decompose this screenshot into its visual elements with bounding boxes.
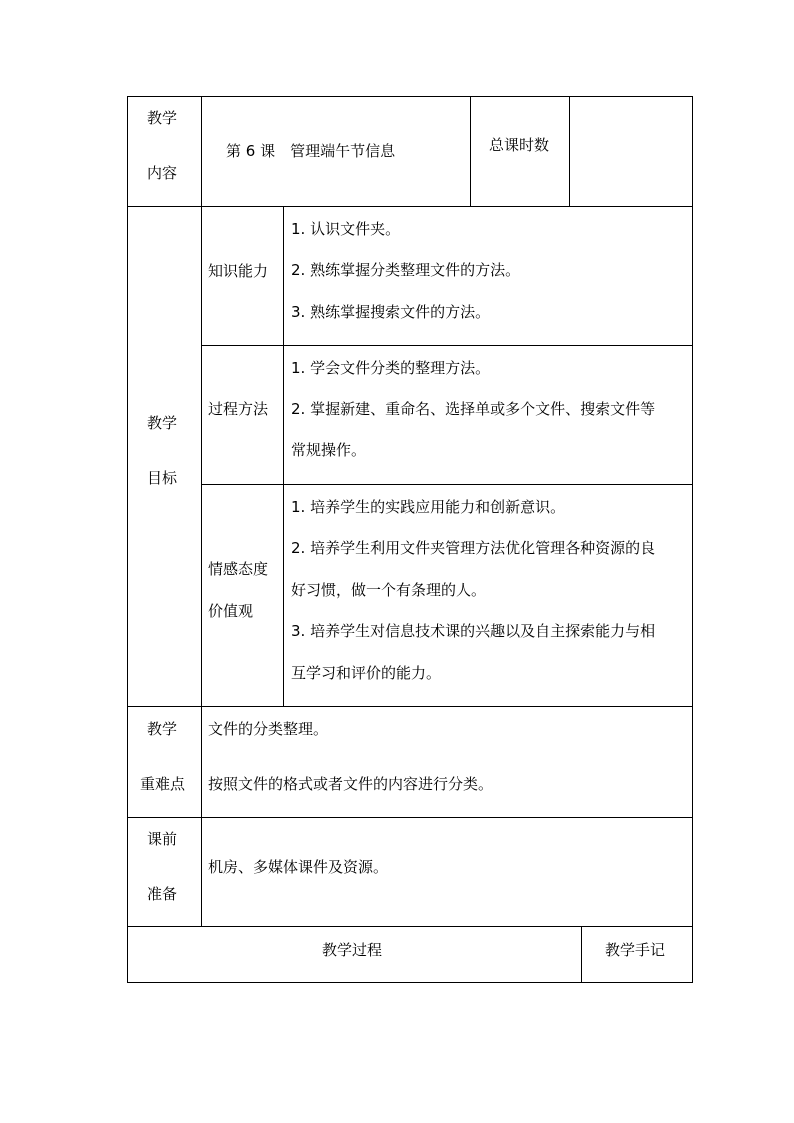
process-item: 1. 学会文件分类的整理方法。 bbox=[291, 359, 491, 377]
key-points-label-line1: 教学 bbox=[147, 720, 178, 738]
preparation-text: 机房、多媒体课件及资源。 bbox=[208, 858, 389, 876]
objectives-label-line1: 教学 bbox=[147, 414, 178, 432]
process-label: 过程方法 bbox=[208, 400, 269, 418]
total-hours-label: 总课时数 bbox=[489, 136, 550, 154]
table-border-left bbox=[127, 96, 128, 983]
knowledge-item: 1. 认识文件夹。 bbox=[291, 220, 401, 238]
key-point-item: 文件的分类整理。 bbox=[208, 720, 329, 738]
process-item: 2. 掌握新建、重命名、选择单或多个文件、搜索文件等 bbox=[291, 400, 656, 418]
row-divider bbox=[201, 484, 693, 485]
process-item-continued: 常规操作。 bbox=[291, 441, 367, 459]
knowledge-item: 2. 熟练掌握分类整理文件的方法。 bbox=[291, 261, 521, 279]
column-divider bbox=[470, 96, 471, 207]
preparation-label-line2: 准备 bbox=[147, 885, 178, 903]
column-divider bbox=[283, 206, 284, 707]
attitude-label-line1: 情感态度 bbox=[208, 560, 269, 578]
attitude-item: 2. 培养学生利用文件夹管理方法优化管理各种资源的良 bbox=[291, 539, 656, 557]
content-label-line1: 教学 bbox=[147, 109, 178, 127]
row-divider bbox=[127, 706, 693, 707]
content-label-line2: 内容 bbox=[147, 164, 178, 182]
attitude-label-line2: 价值观 bbox=[208, 602, 254, 620]
attitude-item-continued: 好习惯，做一个有条理的人。 bbox=[291, 581, 487, 599]
attitude-item-continued: 互学习和评价的能力。 bbox=[291, 664, 442, 682]
row-divider bbox=[201, 345, 693, 346]
knowledge-item: 3. 熟练掌握搜索文件的方法。 bbox=[291, 303, 491, 321]
row-divider bbox=[127, 817, 693, 818]
lesson-title: 第 6 课 管理端午节信息 bbox=[226, 142, 396, 160]
column-divider bbox=[569, 96, 570, 207]
teaching-process-header: 教学过程 bbox=[322, 941, 383, 959]
row-divider bbox=[127, 206, 693, 207]
table-border-bottom bbox=[127, 982, 693, 983]
column-divider bbox=[581, 926, 582, 983]
attitude-item: 1. 培养学生的实践应用能力和创新意识。 bbox=[291, 498, 566, 516]
row-divider bbox=[127, 926, 693, 927]
table-border-right bbox=[692, 96, 693, 983]
attitude-item: 3. 培养学生对信息技术课的兴趣以及自主探索能力与相 bbox=[291, 622, 656, 640]
objectives-label-line2: 目标 bbox=[147, 469, 178, 487]
key-points-label-line2: 重难点 bbox=[140, 775, 186, 793]
table-border-top bbox=[127, 96, 693, 97]
teaching-notes-header: 教学手记 bbox=[605, 941, 666, 959]
key-point-item: 按照文件的格式或者文件的内容进行分类。 bbox=[208, 775, 494, 793]
column-divider bbox=[201, 96, 202, 927]
preparation-label-line1: 课前 bbox=[147, 830, 178, 848]
knowledge-label: 知识能力 bbox=[208, 262, 269, 280]
